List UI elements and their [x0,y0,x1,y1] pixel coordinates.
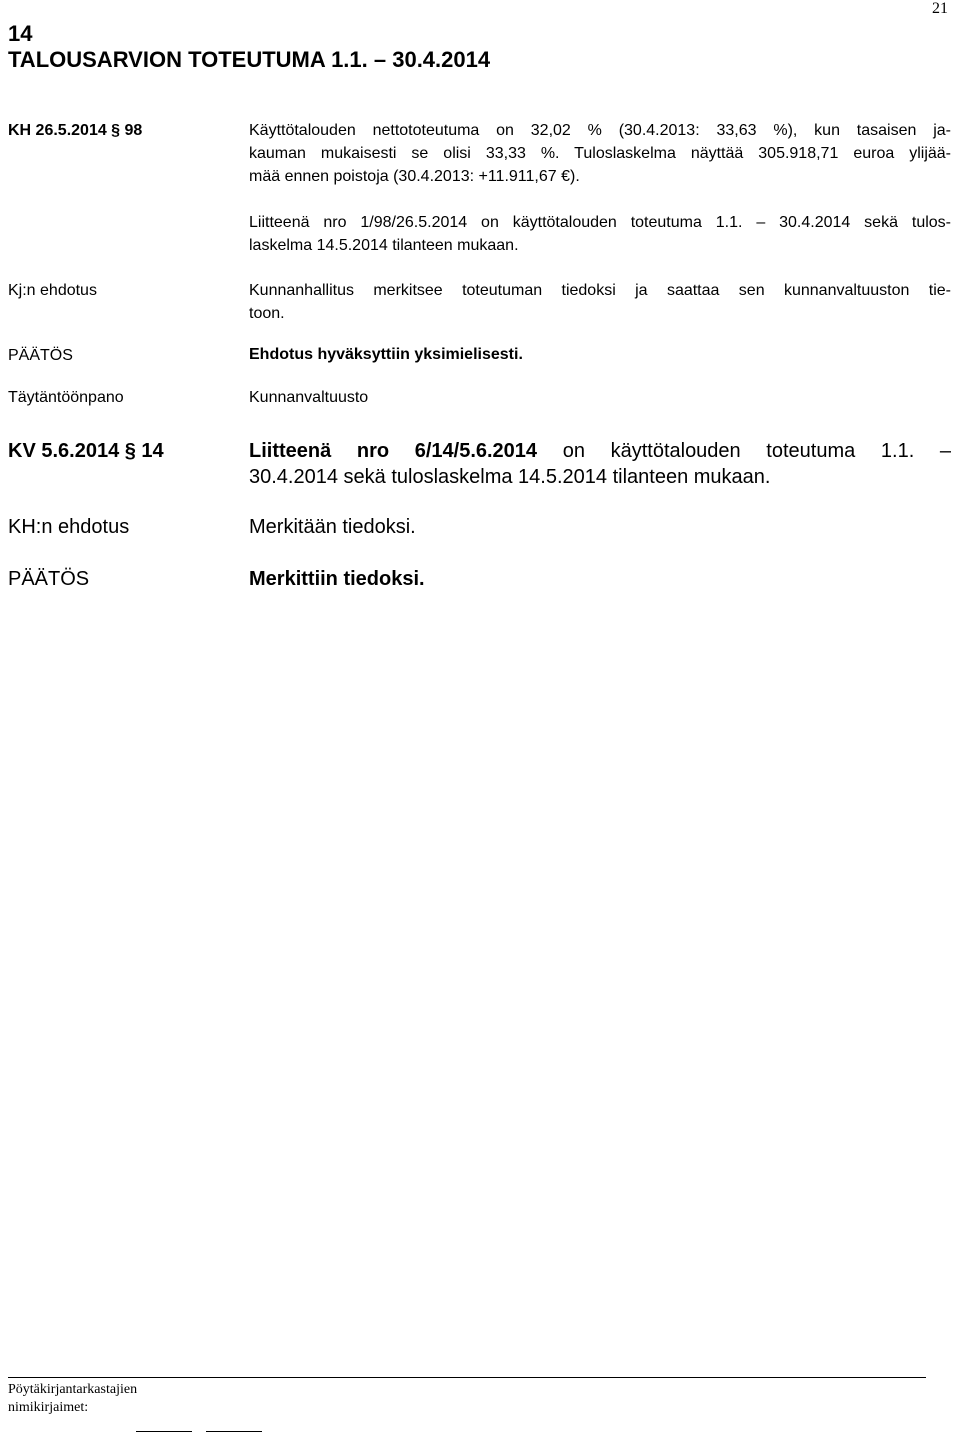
kh-proposal-text: Merkitään tiedoksi. [249,516,416,538]
kv-attachment-reference: Liitteenä nro 6/14/5.6.2014 [249,440,538,462]
kh-intro-line: kauman mukaisesti se olisi 33,33 %. Tuloslaskelma näyttää 305.918,71 euroa ylijää- [249,145,951,162]
kh-attachment-line: Liitteenä nro 1/98/26.5.2014 on käyttötalouden toteutuma 1.1. – 30.4.2014 sekä tulos- [249,214,951,231]
page-number: 21 [932,0,948,17]
footer-divider [8,1377,926,1378]
kv-attachment-paragraph [249,438,951,490]
implementation-label: Täytäntöönpano [8,389,124,406]
implementation-text: Kunnanvaltuusto [249,389,369,406]
kv-decision-label: PÄÄTÖS [8,568,90,590]
section-number: 14 [8,21,33,46]
initials-field-1[interactable] [136,1431,192,1432]
kh-attachment-line: laskelma 14.5.2014 tilanteen mukaan. [249,237,519,254]
kh-intro-line: Käyttötalouden nettototeutuma on 32,02 % (30.4.2013: 33,63 %), kun tasaisen ja- [249,122,951,139]
kh-decision-label: PÄÄTÖS [8,347,73,364]
kv-meeting-reference: KV 5.6.2014 § 14 [8,440,164,462]
kj-proposal-line: toon. [249,305,285,322]
section-title: TALOUSARVION TOTEUTUMA 1.1. – 30.4.2014 [8,47,491,72]
kv-attachment-line [249,438,951,464]
kv-decision-text: Merkittiin tiedoksi. [249,568,425,590]
kh-intro-paragraph [249,119,951,188]
kh-attachment-paragraph [249,211,951,257]
kh-intro-line: mää ennen poistoja (30.4.2013: +11.911,67 €). [249,168,580,185]
footer-label-line1: Pöytäkirjantarkastajien [8,1382,138,1397]
footer-label-line2: nimikirjaimet: [8,1400,89,1415]
kh-proposal-label: KH:n ehdotus [8,516,130,538]
kh-meeting-reference: KH 26.5.2014 § 98 [8,122,143,139]
kj-proposal-label: Kj:n ehdotus [8,282,97,299]
kh-decision-text: Ehdotus hyväksyttiin yksimielisesti. [249,346,523,363]
initials-field-2[interactable] [206,1431,262,1432]
kj-proposal-line: Kunnanhallitus merkitsee toteutuman tiedoksi ja saattaa sen kunnanvaltuuston tie- [249,282,951,299]
kv-attachment-line1-rest: on käyttötalouden toteutuma 1.1. – [562,440,952,462]
kv-attachment-line: 30.4.2014 sekä tuloslaskelma 14.5.2014 tilanteen mukaan. [249,466,771,488]
kj-proposal-paragraph [249,279,951,325]
